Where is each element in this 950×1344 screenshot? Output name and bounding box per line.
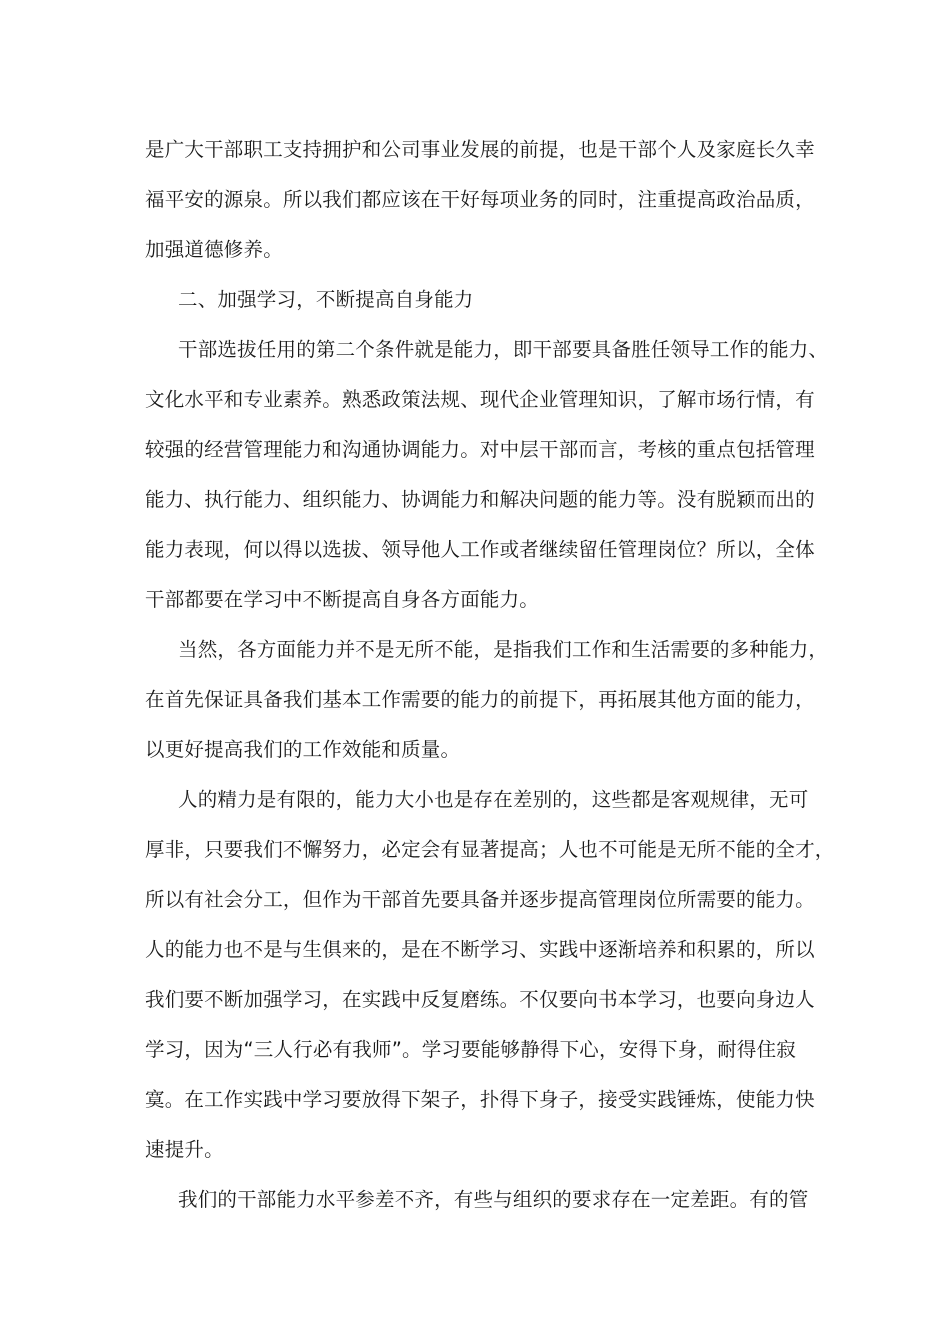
paragraph-line: 能力表现，何以得以选拔、领导他人工作或者继续留任管理岗位？所以，全体 <box>145 538 815 561</box>
paragraph-line: 以更好提高我们的工作效能和质量。 <box>145 738 461 761</box>
paragraph-line: 加强道德修养。 <box>145 238 283 261</box>
paragraph-line: 人的能力也不是与生俱来的，是在不断学习、实践中逐渐培养和积累的，所以 <box>145 938 815 961</box>
paragraph-line: 较强的经营管理能力和沟通协调能力。对中层干部而言，考核的重点包括管理 <box>145 438 815 461</box>
paragraph-line: 厚非，只要我们不懈努力，必定会有显著提高；人也不可能是无所不能的全才， <box>145 838 835 861</box>
paragraph-line: 干部都要在学习中不断提高自身各方面能力。 <box>145 588 540 611</box>
paragraph-line: 我们要不断加强学习，在实践中反复磨练。不仅要向书本学习，也要向身边人 <box>145 988 815 1011</box>
paragraph-line: 干部选拔任用的第二个条件就是能力，即干部要具备胜任领导工作的能力、 <box>178 338 829 361</box>
paragraph-line: 学习，因为“三人行必有我师”。学习要能够静得下心，安得下身，耐得住寂 <box>145 1038 797 1061</box>
paragraph-line: 我们的干部能力水平参差不齐，有些与组织的要求存在一定差距。有的管 <box>178 1188 809 1211</box>
paragraph-line: 文化水平和专业素养。熟悉政策法规、现代企业管理知识，了解市场行情，有 <box>145 388 815 411</box>
paragraph-line: 所以有社会分工，但作为干部首先要具备并逐步提高管理岗位所需要的能力。 <box>145 888 815 911</box>
paragraph-line: 人的精力是有限的，能力大小也是存在差别的，这些都是客观规律，无可 <box>178 788 809 811</box>
paragraph-line: 能力、执行能力、组织能力、协调能力和解决问题的能力等。没有脱颖而出的 <box>145 488 815 511</box>
section-heading: 二、加强学习，不断提高自身能力 <box>178 288 474 311</box>
paragraph-line: 是广大干部职工支持拥护和公司事业发展的前提，也是干部个人及家庭长久幸 <box>145 138 815 161</box>
paragraph-line: 福平安的源泉。所以我们都应该在干好每项业务的同时，注重提高政治品质， <box>145 188 815 211</box>
paragraph-line: 当然，各方面能力并不是无所不能，是指我们工作和生活需要的多种能力， <box>178 638 829 661</box>
paragraph-line: 寞。在工作实践中学习要放得下架子，扑得下身子，接受实践锤炼，使能力快 <box>145 1088 815 1111</box>
paragraph-line: 速提升。 <box>145 1138 224 1161</box>
paragraph-line: 在首先保证具备我们基本工作需要的能力的前提下，再拓展其他方面的能力， <box>145 688 815 711</box>
